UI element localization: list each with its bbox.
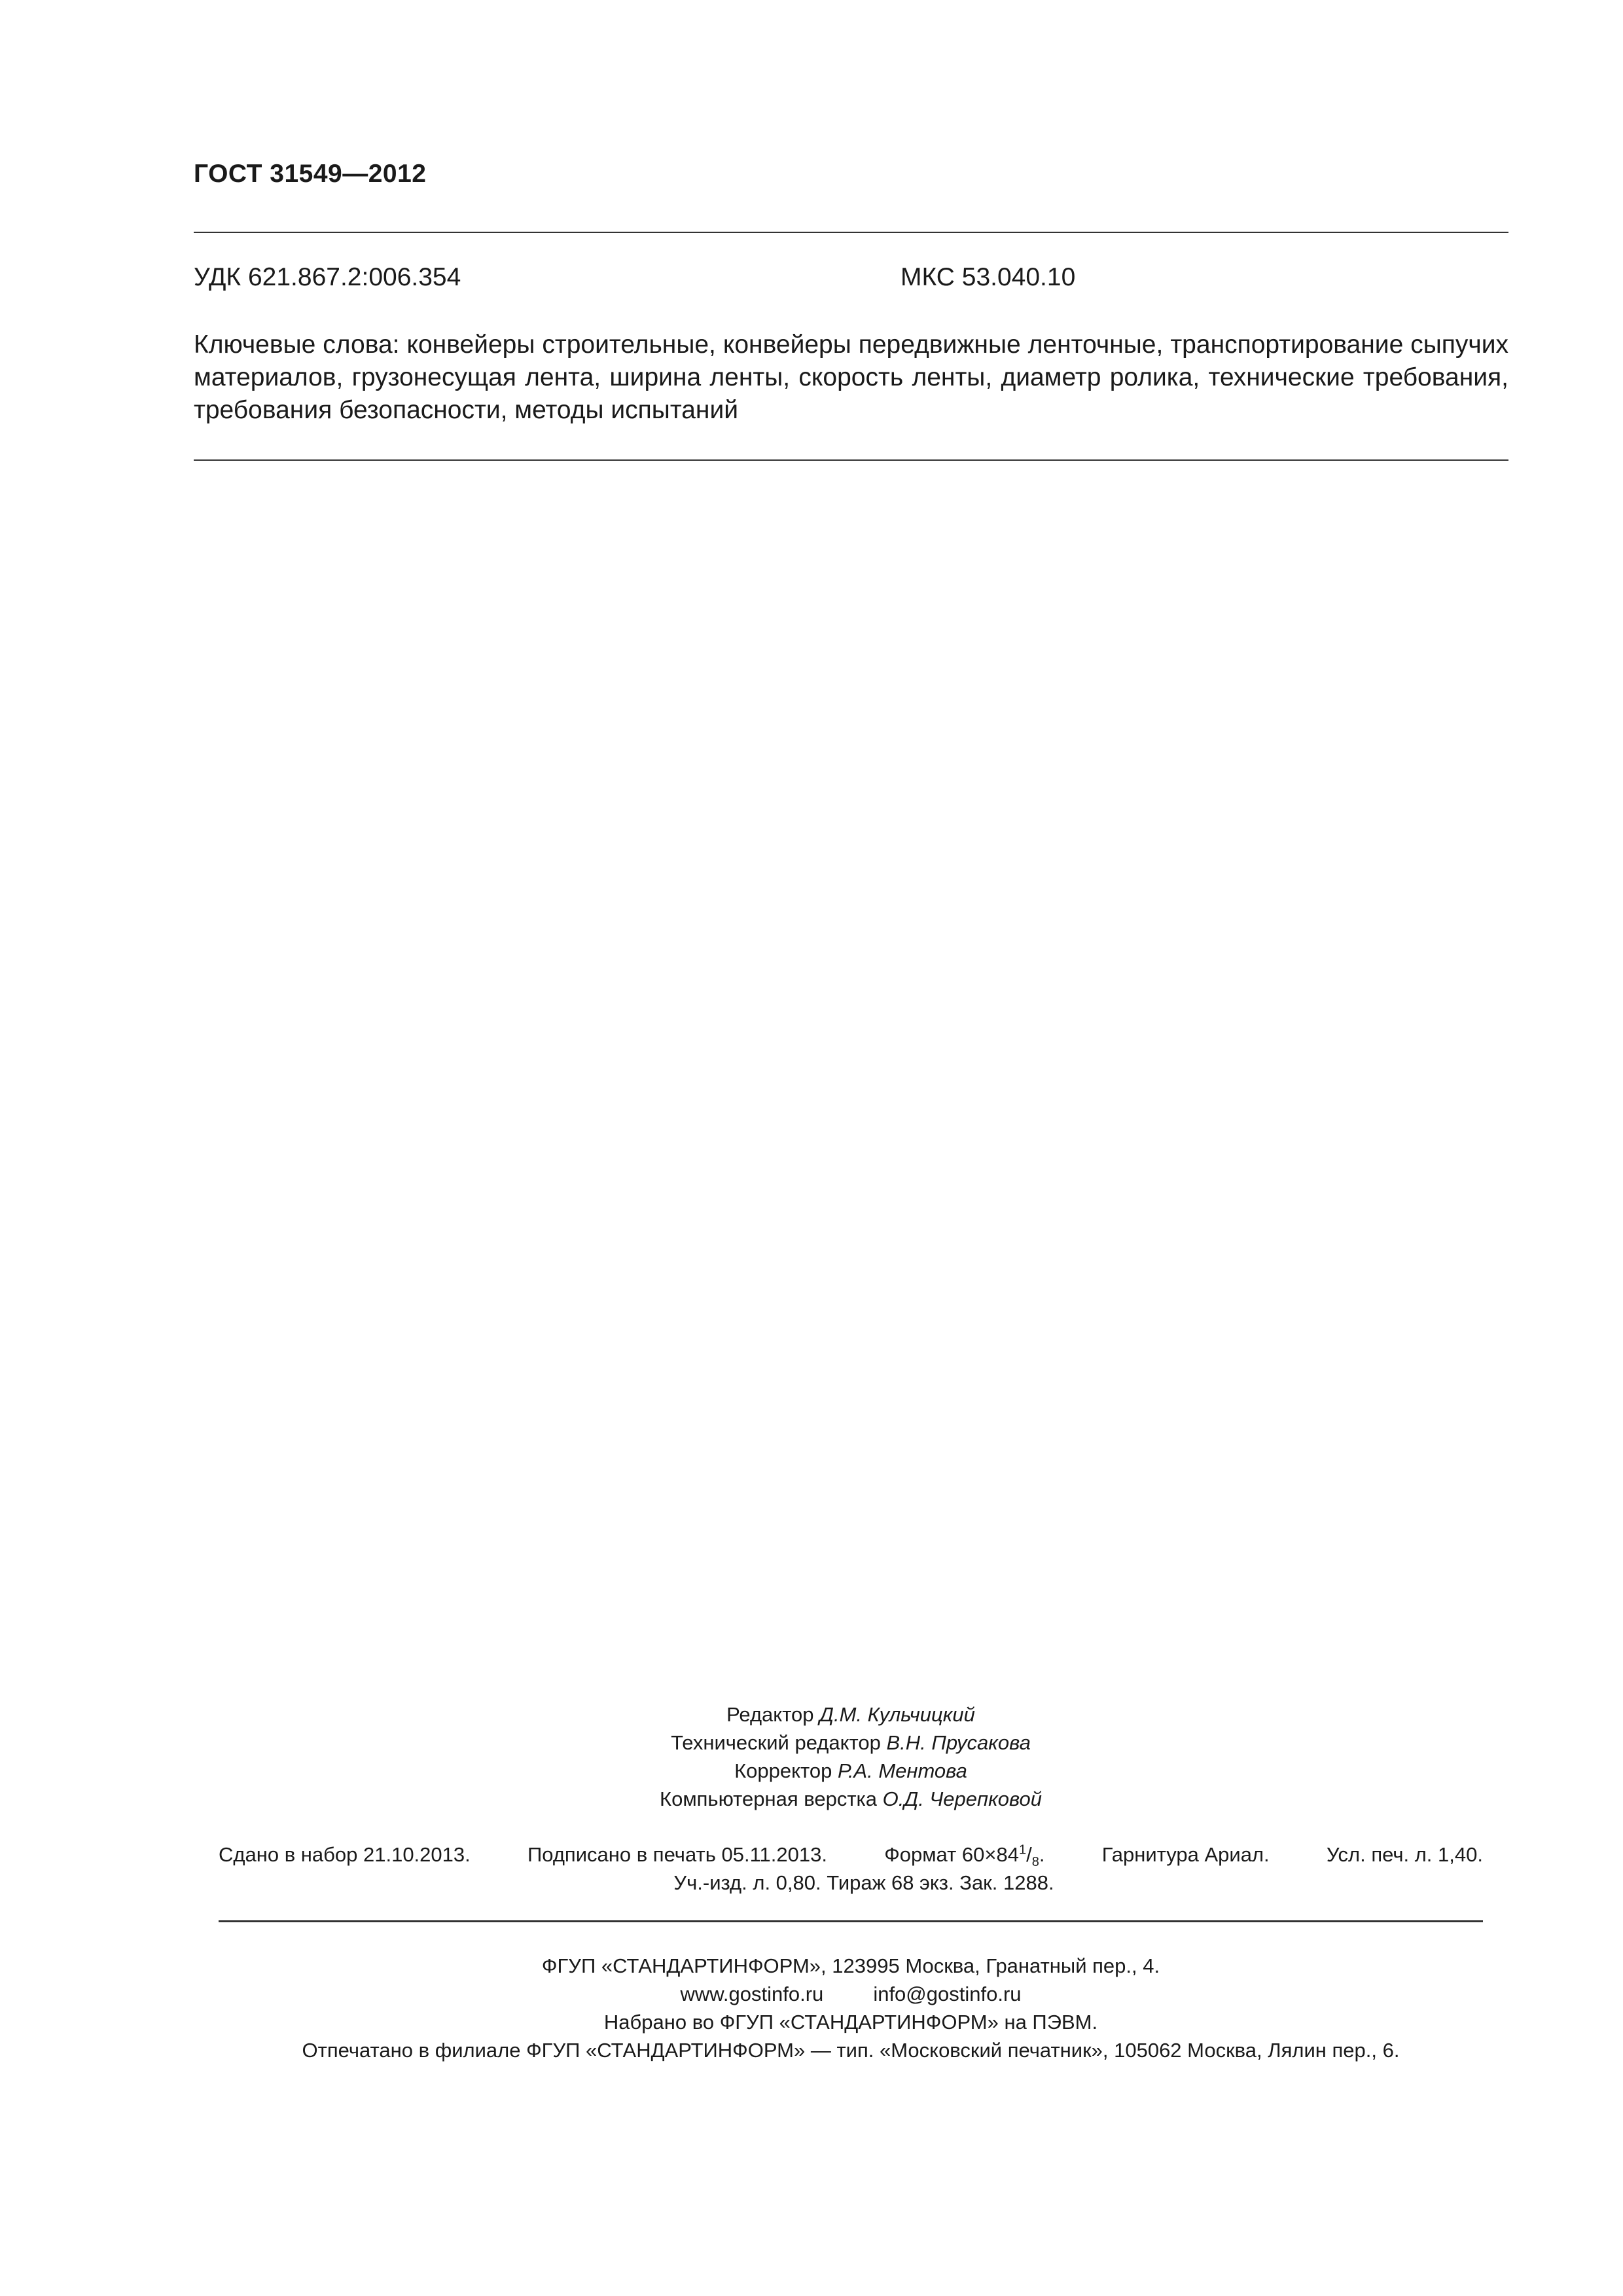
format-sub: 8 (1031, 1855, 1039, 1870)
printed-note: Отпечатано в филиале ФГУП «СТАНДАРТИНФОРМ» — тип. «Московский печатник», 105062 Москва, Лялин пер., 6. (302, 2039, 1400, 2062)
document-number: ГОСТ 31549—2012 (194, 160, 427, 188)
top-divider (194, 232, 1508, 233)
publisher-block (0, 1952, 1623, 2064)
udk-code: УДК 621.867.2:006.354 (194, 263, 461, 291)
paper-format (884, 1840, 1044, 1869)
format-suffix: . (1039, 1843, 1045, 1866)
format-slash: / (1026, 1843, 1032, 1866)
credit-role: Технический редактор (671, 1731, 881, 1754)
credits-block (0, 1700, 1623, 1813)
credit-layout (0, 1785, 1623, 1813)
print-info-block (219, 1840, 1483, 1897)
publisher-address: ФГУП «СТАНДАРТИНФОРМ», 123995 Москва, Гранатный пер., 4. (541, 1954, 1160, 1977)
keywords-divider (194, 459, 1508, 461)
credit-name: Д.М. Кульчицкий (819, 1703, 975, 1726)
credit-role: Корректор (734, 1759, 832, 1782)
typeface: Гарнитура Ариал. (1101, 1843, 1270, 1866)
submitted-date: Сдано в набор 21.10.2013. (219, 1843, 471, 1866)
typeset-note: Набрано во ФГУП «СТАНДАРТИНФОРМ» на ПЭВМ. (603, 2011, 1098, 2034)
publisher-email-link[interactable]: info@gostinfo.ru (873, 1982, 1022, 2005)
format-sup: 1 (1019, 1842, 1027, 1857)
credit-name: Р.А. Ментова (837, 1759, 967, 1782)
keywords-paragraph: Ключевые слова: конвейеры строительные, конвейеры передвижные ленточные, транспортирование сыпучих материалов, грузонесущая лента, ширина ленты, скорость ленты, диаметр ролика, технические требования, требования безопасности, методы испытаний (194, 331, 1508, 424)
print-info-row-2: Уч.-изд. л. 0,80. Тираж 68 экз. Зак. 1288. (673, 1871, 1054, 1894)
publisher-website-link[interactable]: www.gostinfo.ru (680, 1982, 824, 2005)
signed-date: Подписано в печать 05.11.2013. (527, 1843, 827, 1866)
credit-role: Компьютерная верстка (660, 1787, 878, 1810)
credit-role: Редактор (726, 1703, 814, 1726)
credit-proofreader (0, 1757, 1623, 1785)
print-info-row (219, 1840, 1483, 1869)
format-prefix: Формат 60×84 (884, 1843, 1019, 1866)
imprint-divider (219, 1920, 1483, 1922)
publisher-contacts (0, 1980, 1623, 2008)
credit-name: О.Д. Черепковой (882, 1787, 1042, 1810)
print-sheets: Усл. печ. л. 1,40. (1326, 1843, 1483, 1866)
credit-editor (0, 1700, 1623, 1729)
credit-tech-editor (0, 1729, 1623, 1757)
mks-code: МКС 53.040.10 (901, 263, 1076, 291)
credit-name: В.Н. Прусакова (886, 1731, 1031, 1754)
